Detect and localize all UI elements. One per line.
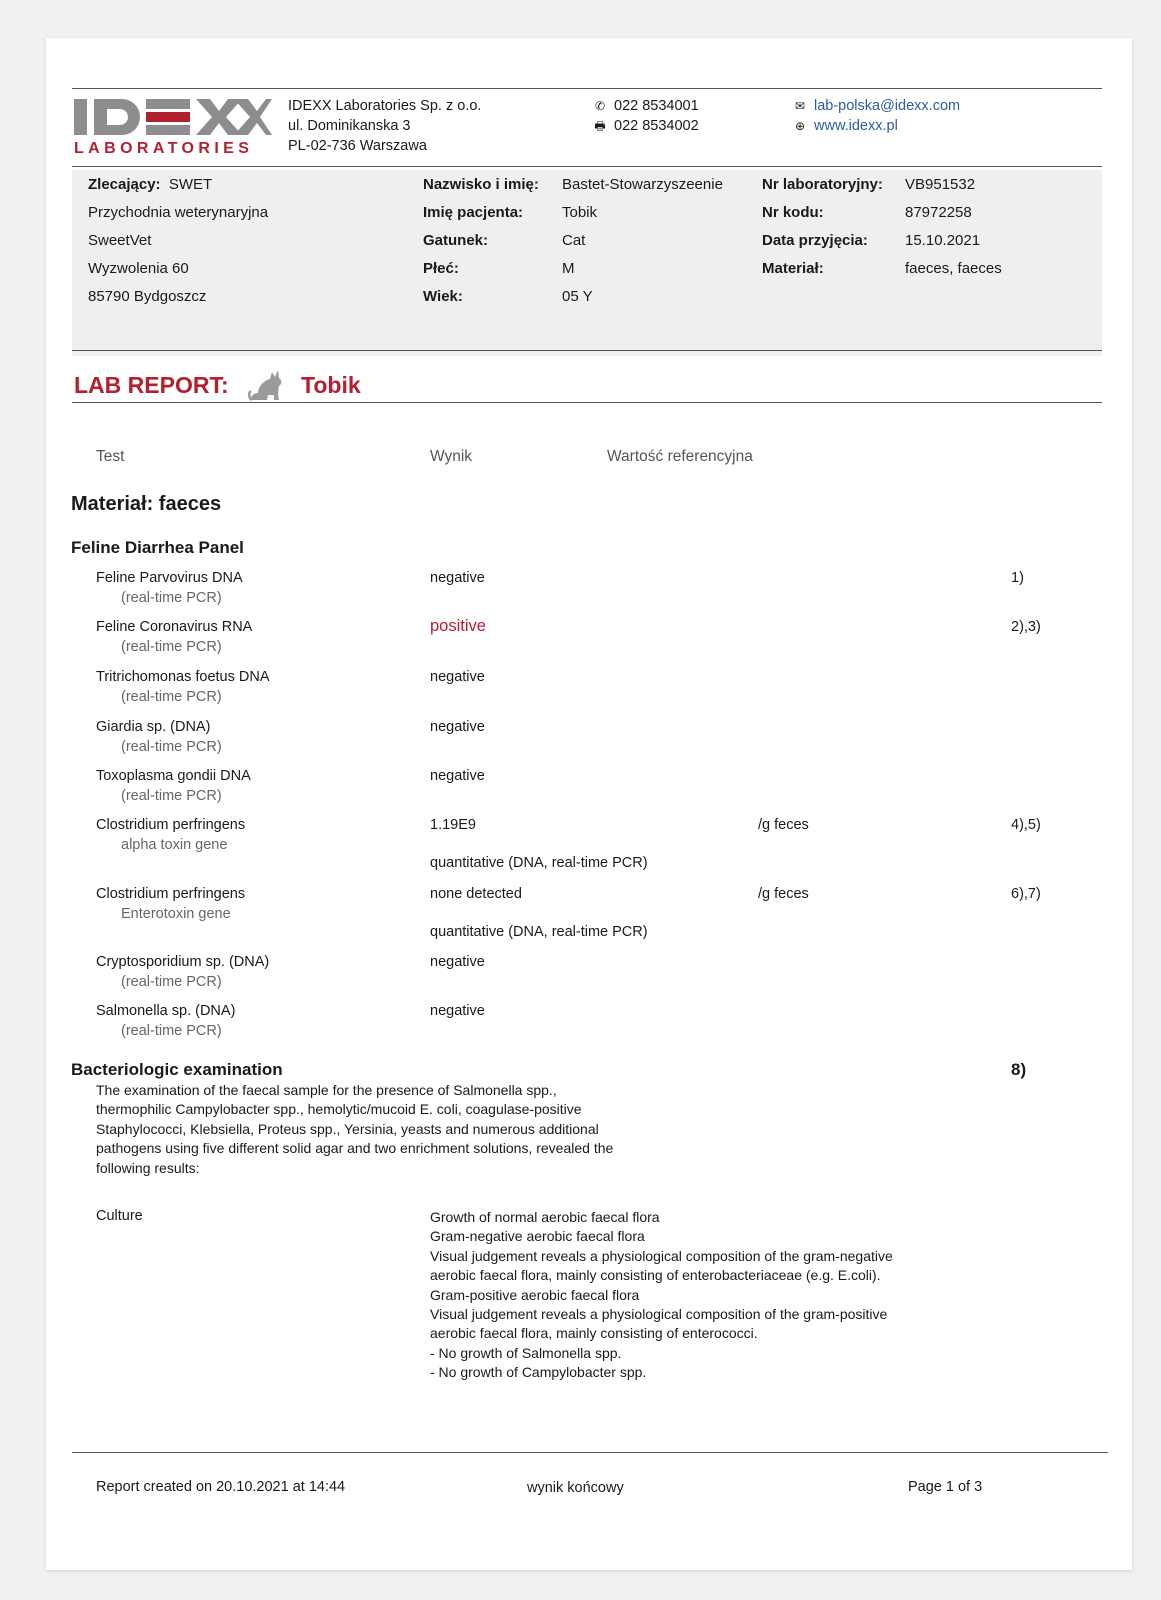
test-name: Feline Coronavirus RNA xyxy=(96,619,253,635)
test-method: alpha toxin gene xyxy=(121,837,228,853)
date-label: Data przyjęcia: xyxy=(762,232,868,249)
test-extra: quantitative (DNA, real-time PCR) xyxy=(430,855,648,871)
material-value: faeces, faeces xyxy=(905,260,1002,277)
test-name: Giardia sp. (DNA) xyxy=(96,719,211,735)
test-note: 6),7) xyxy=(1011,886,1041,902)
email-icon: ✉ xyxy=(794,99,806,113)
age-value: 05 Y xyxy=(562,288,593,305)
test-name: Toxoplasma gondii DNA xyxy=(96,768,251,784)
test-note: 2),3) xyxy=(1011,619,1041,635)
test-note: 1) xyxy=(1011,570,1024,586)
header-rule xyxy=(72,166,1102,167)
client-city: 85790 Bydgoszcz xyxy=(88,288,207,305)
test-name: Feline Parvovirus DNA xyxy=(96,570,243,586)
test-unit: /g feces xyxy=(758,886,809,902)
test-name: Clostridium perfringens xyxy=(96,817,246,833)
owner-label: Nazwisko i imię: xyxy=(423,176,539,193)
test-method: (real-time PCR) xyxy=(121,739,222,755)
sex-label: Płeć: xyxy=(423,260,459,277)
test-result: negative xyxy=(430,719,485,735)
test-method: (real-time PCR) xyxy=(121,1023,222,1039)
bacterio-text: The examination of the faecal sample for the presence of Salmonella spp., thermophilic Campylobacter spp., hemolytic/mucoid E. coli, coagulase-positive Staphylococci, Klebsiella, Proteus spp., Yersinia, yeasts and numerous additional pathogens using five different solid agar and two enrichment solutions, revealed the following results: xyxy=(96,1082,614,1176)
footer-page: Page 1 of 3 xyxy=(908,1479,983,1495)
web-link[interactable]: www.idexx.pl xyxy=(814,118,898,134)
test-method: (real-time PCR) xyxy=(121,689,222,705)
test-unit: /g feces xyxy=(758,817,809,833)
bacterio-heading: Bacteriologic examination xyxy=(71,1060,283,1079)
test-result: negative xyxy=(430,669,485,685)
footer-status: wynik końcowy xyxy=(527,1480,624,1496)
patient-values xyxy=(562,175,723,315)
species-label: Gatunek: xyxy=(423,232,489,249)
clinic-name: SweetVet xyxy=(88,232,152,249)
test-method: (real-time PCR) xyxy=(121,788,222,804)
test-result-positive: positive xyxy=(430,617,486,635)
contact-block xyxy=(792,96,960,136)
test-name: Tritrichomonas foetus DNA xyxy=(96,669,270,685)
company-name: IDEXX Laboratories Sp. z o.o. xyxy=(288,98,482,114)
material-heading: Materiał: faeces xyxy=(71,493,222,515)
company-address xyxy=(288,96,481,156)
test-result: negative xyxy=(430,1003,485,1019)
info-rule xyxy=(72,350,1102,351)
test-result: negative xyxy=(430,570,485,586)
company-street: ul. Dominikanska 3 xyxy=(288,118,411,134)
fax-number: 022 8534002 xyxy=(614,118,699,134)
lab-labels xyxy=(762,175,883,287)
test-result: negative xyxy=(430,768,485,784)
test-result: 1.19E9 xyxy=(430,817,476,833)
bacterio-note: 8) xyxy=(1011,1060,1027,1079)
culture-results xyxy=(430,1208,900,1383)
date-value: 15.10.2021 xyxy=(905,232,981,249)
client-info xyxy=(88,175,268,315)
culture-line: - No growth of Salmonella spp. xyxy=(430,1344,622,1361)
report-title: LAB REPORT: xyxy=(74,372,229,398)
test-note: 4),5) xyxy=(1011,817,1041,833)
test-method: (real-time PCR) xyxy=(121,974,222,990)
phone-number: 022 8534001 xyxy=(614,98,699,114)
patient-labels xyxy=(423,175,539,315)
test-result: none detected xyxy=(430,886,522,902)
clinic: Przychodnia weterynaryjna xyxy=(88,204,269,221)
client-label: Zlecający: xyxy=(88,176,161,193)
culture-line: Visual judgement reveals a physiological composition of the gram-positive aerobic faecal flora, mainly consisting of enterococci. xyxy=(430,1306,888,1342)
email-link[interactable]: lab-polska@idexx.com xyxy=(814,98,961,114)
culture-label: Culture xyxy=(96,1208,143,1224)
code-label: Nr kodu: xyxy=(762,204,824,221)
footer-rule xyxy=(72,1452,1108,1453)
client-street: Wyzwolenia 60 xyxy=(88,260,189,277)
footer-created: Report created on 20.10.2021 at 14:44 xyxy=(96,1479,346,1495)
report-patient-name: Tobik xyxy=(301,372,361,398)
test-name: Salmonella sp. (DNA) xyxy=(96,1003,236,1019)
test-result: negative xyxy=(430,954,485,970)
column-reference: Wartość referencyjna xyxy=(607,448,753,465)
idexx-logo-mark xyxy=(74,98,272,136)
company-city: PL-02-736 Warszawa xyxy=(288,138,427,154)
cat-icon xyxy=(248,366,288,402)
test-method: (real-time PCR) xyxy=(121,590,222,606)
owner-value: Bastet-Stowarzyszeenie xyxy=(562,176,723,193)
code-value: 87972258 xyxy=(905,204,972,221)
report-page xyxy=(46,38,1132,1570)
patient-value: Tobik xyxy=(562,204,598,221)
culture-line: Growth of normal aerobic faecal flora xyxy=(430,1209,660,1225)
species-value: Cat xyxy=(562,232,586,249)
age-label: Wiek: xyxy=(423,288,463,305)
material-label: Materiał: xyxy=(762,260,824,277)
column-test: Test xyxy=(96,448,125,465)
culture-line: Visual judgement reveals a physiological composition of the gram-negative aerobic faecal flora, mainly consisting of enterobacteriaceae (e.g. E.coli). xyxy=(430,1247,893,1284)
phone-icon: ✆ xyxy=(594,99,606,113)
culture-line: Gram-positive aerobic faecal flora xyxy=(430,1286,640,1303)
client-name: SWET xyxy=(168,176,213,193)
patient-label: Imię pacjenta: xyxy=(423,204,524,221)
column-result: Wynik xyxy=(430,448,473,465)
test-method: Enterotoxin gene xyxy=(121,906,231,922)
lab-values xyxy=(905,175,1002,287)
test-method: (real-time PCR) xyxy=(121,639,222,655)
globe-icon: ⊕ xyxy=(794,119,806,133)
panel-heading: Feline Diarrhea Panel xyxy=(71,538,244,557)
phone-block xyxy=(592,96,699,136)
test-name: Cryptosporidium sp. (DNA) xyxy=(96,954,270,970)
title-rule xyxy=(72,402,1102,403)
top-rule xyxy=(72,88,1102,89)
test-name: Clostridium perfringens xyxy=(96,886,246,902)
culture-line: Gram-negative aerobic faecal flora xyxy=(430,1228,645,1245)
culture-line: - No growth of Campylobacter spp. xyxy=(430,1364,647,1381)
logo-subtitle: LABORATORIES xyxy=(74,140,254,157)
labno-label: Nr laboratoryjny: xyxy=(762,176,883,193)
sex-value: M xyxy=(562,260,575,277)
labno-value: VB951532 xyxy=(905,176,976,193)
test-extra: quantitative (DNA, real-time PCR) xyxy=(430,924,648,940)
fax-icon: 🖶 xyxy=(594,119,606,133)
